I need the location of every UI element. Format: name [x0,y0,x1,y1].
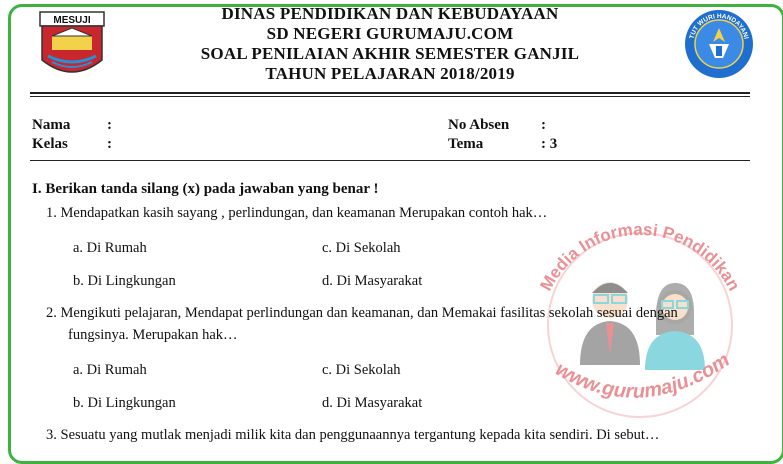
svg-text:Media Informasi Pendidikan [536,220,743,294]
question-1-option-d[interactable]: d. Di Masyarakat [322,273,423,289]
nama-label: Nama [32,117,71,133]
question-2-text: 2. Mengikuti pelajaran, Mendapat perlindungan dan keamanan, dan Memakai fasilitas sekolah sesuai dengan [46,305,678,321]
question-1-option-a[interactable]: a. Di Rumah [73,240,147,256]
question-1-option-c[interactable]: c. Di Sekolah [322,240,401,256]
kelas-colon: : [107,136,112,152]
tema-value: : 3 [541,136,558,152]
watermark-top-text: Media Informasi Pendidikan [536,219,744,294]
question-3-text: 3. Sesuatu yang mutlak menjadi milik kita dan penggunaannya tergantung kepada kita sendiri. Di sebut… [46,427,660,443]
tut-wuri-handayani-logo [683,8,755,80]
header-line-4: TAHUN PELAJARAN 2018/2019 [265,64,515,83]
document-header [160,4,620,84]
no-absen-label: No Absen [448,117,510,133]
question-2-option-c[interactable]: c. Di Sekolah [322,362,401,378]
nama-colon: : [107,117,112,133]
fields-divider [30,160,750,161]
tut-wuri-label: TUT WURI HANDAYANI [688,12,750,40]
question-2-text-continued: fungsinya. Merupakan hak… [68,327,238,343]
question-1-text: 1. Mendapatkan kasih sayang , perlindungan, dan keamanan Merupakan contoh hak… [46,205,548,221]
mesuji-logo [38,10,106,84]
header-line-3: SOAL PENILAIAN AKHIR SEMESTER GANJIL [200,44,580,63]
question-2-option-a[interactable]: a. Di Rumah [73,362,147,378]
no-absen-colon: : [541,117,546,133]
section-instruction: I. Berikan tanda silang (x) pada jawaban yang benar ! [32,181,379,197]
watermark-bottom-text: www.gurumaju.com [551,348,734,403]
question-1-option-b[interactable]: b. Di Lingkungan [73,273,176,289]
question-2-option-b[interactable]: b. Di Lingkungan [73,395,176,411]
kelas-label: Kelas [32,136,68,152]
mesuji-logo-label: MESUJI [53,15,91,26]
header-line-1: DINAS PENDIDIKAN DAN KEBUDAYAAN [221,4,559,23]
header-divider [30,92,750,94]
tema-label: Tema [448,136,484,152]
header-divider-thin [30,96,750,97]
question-2-option-d[interactable]: d. Di Masyarakat [322,395,423,411]
header-line-2: SD NEGERI GURUMAJU.COM [266,24,514,43]
